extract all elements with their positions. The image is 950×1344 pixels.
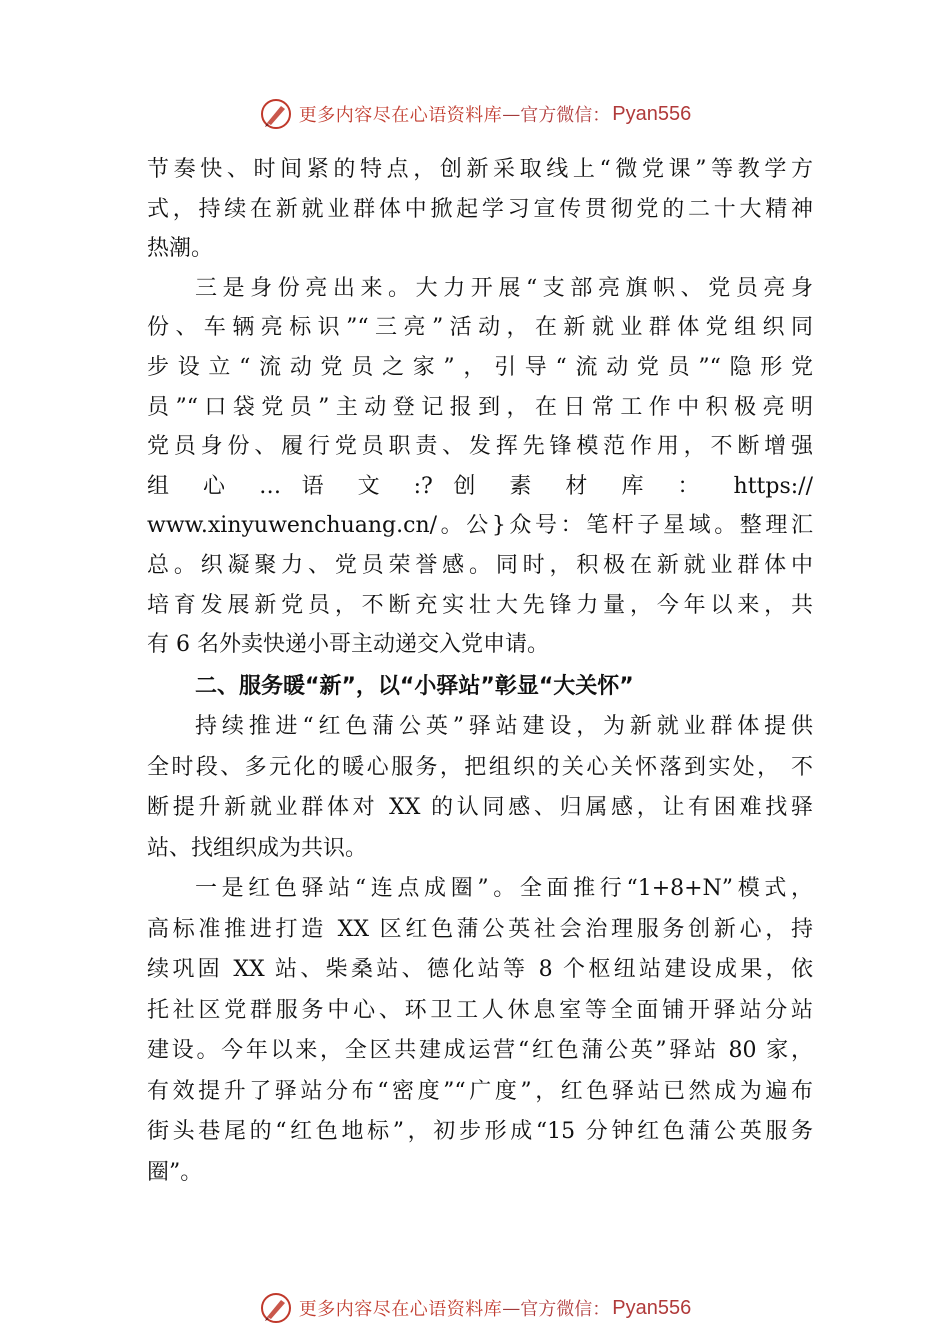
text-line: 有效提升了驿站分布“密度”“广度”，红色驿站已然成为遍布 bbox=[147, 1078, 813, 1104]
footer-watermark-banner bbox=[0, 1288, 950, 1328]
banner-brand-text: 更多内容尽在心语资料库 bbox=[298, 105, 503, 126]
header-watermark-banner bbox=[0, 94, 950, 134]
pen-logo-icon bbox=[259, 1291, 293, 1325]
text-line: 站、找组织成为共识。 bbox=[147, 835, 368, 861]
banner-wechat-label: 官方微信： bbox=[520, 105, 611, 126]
text-line: 三是身份亮出来。大力开展“支部亮旗帜、党员亮身 bbox=[195, 275, 813, 301]
text-line: 总。织凝聚力、党员荣誉感。同时，积极在新就业群体中 bbox=[147, 552, 813, 578]
text-line: 持续推进“红色蒲公英”驿站建设，为新就业群体提供 bbox=[195, 714, 813, 740]
paragraph-continuation bbox=[147, 150, 813, 269]
text-line: 步设立“流动党员之家”，引导“流动党员”“隐形党 bbox=[147, 354, 813, 380]
text-line: 组 心 … 语 文 :? 创 素 材 库 ： https:// bbox=[147, 473, 813, 499]
text-line: 式，持续在新就业群体中掀起学习宣传贯彻党的二十大精神 bbox=[147, 196, 813, 222]
pen-logo-icon bbox=[259, 97, 293, 131]
text-line: 高标准推进打造 XX 区红色蒲公英社会治理服务创新心，持 bbox=[147, 916, 813, 942]
text-line: 党员身份、履行党员职责、发挥先锋模范作用，不断增强 bbox=[147, 434, 813, 460]
text-line: 建设。今年以来，全区共建成运营“红色蒲公英”驿站 80 家， bbox=[147, 1038, 813, 1064]
text-line: 托社区党群服务中心、环卫工人休息室等全面铺开驿站分站 bbox=[147, 997, 813, 1023]
section-heading: 二、服务暖“新”，以“小驿站”彰显“大关怀” bbox=[195, 673, 634, 699]
banner-wechat-id: Pyan556 bbox=[612, 1296, 692, 1319]
text-line: www.xinyuwenchuang.cn/。公}众号：笔杆子星域。整理汇 bbox=[147, 513, 813, 539]
paragraph-station-intro bbox=[147, 707, 813, 869]
banner-wechat-label: 官方微信： bbox=[520, 1299, 611, 1320]
banner-wechat-id: Pyan556 bbox=[612, 102, 692, 125]
paragraph-station-network bbox=[147, 869, 813, 1193]
banner-separator: — bbox=[502, 103, 521, 125]
paragraph-identity bbox=[147, 269, 813, 665]
text-line: 圈”。 bbox=[147, 1159, 203, 1185]
text-line: 有 6 名外卖快递小哥主动递交入党申请。 bbox=[147, 632, 549, 658]
text-line: 培育发展新党员，不断充实壮大先锋力量，今年以来，共 bbox=[147, 592, 813, 618]
text-line: 续巩固 XX 站、柴桑站、德化站等 8 个枢纽站建设成果，依 bbox=[147, 957, 813, 983]
text-line: 一是红色驿站“连点成圈”。全面推行“1+8+N”模式， bbox=[195, 876, 813, 902]
document-body bbox=[147, 150, 813, 1193]
text-line: 节奏快、时间紧的特点，创新采取线上“微党课”等教学方 bbox=[147, 157, 813, 182]
text-line: 份、车辆亮标识”“三亮”活动，在新就业群体党组织同 bbox=[147, 315, 813, 341]
text-line: 断提升新就业群体对 XX 的认同感、归属感，让有困难找驿 bbox=[147, 795, 813, 821]
banner-brand-text: 更多内容尽在心语资料库 bbox=[298, 1299, 503, 1320]
section-two bbox=[147, 667, 813, 1194]
text-line: 员”“口袋党员”主动登记报到，在日常工作中积极亮明 bbox=[147, 394, 813, 420]
text-line: 全时段、多元化的暖心服务，把组织的关心关怀落到实处， 不 bbox=[147, 754, 813, 780]
banner-separator: — bbox=[502, 1297, 521, 1319]
text-line: 热潮。 bbox=[147, 236, 214, 262]
text-line: 街头巷尾的“红色地标”，初步形成“15 分钟红色蒲公英服务 bbox=[147, 1119, 813, 1145]
